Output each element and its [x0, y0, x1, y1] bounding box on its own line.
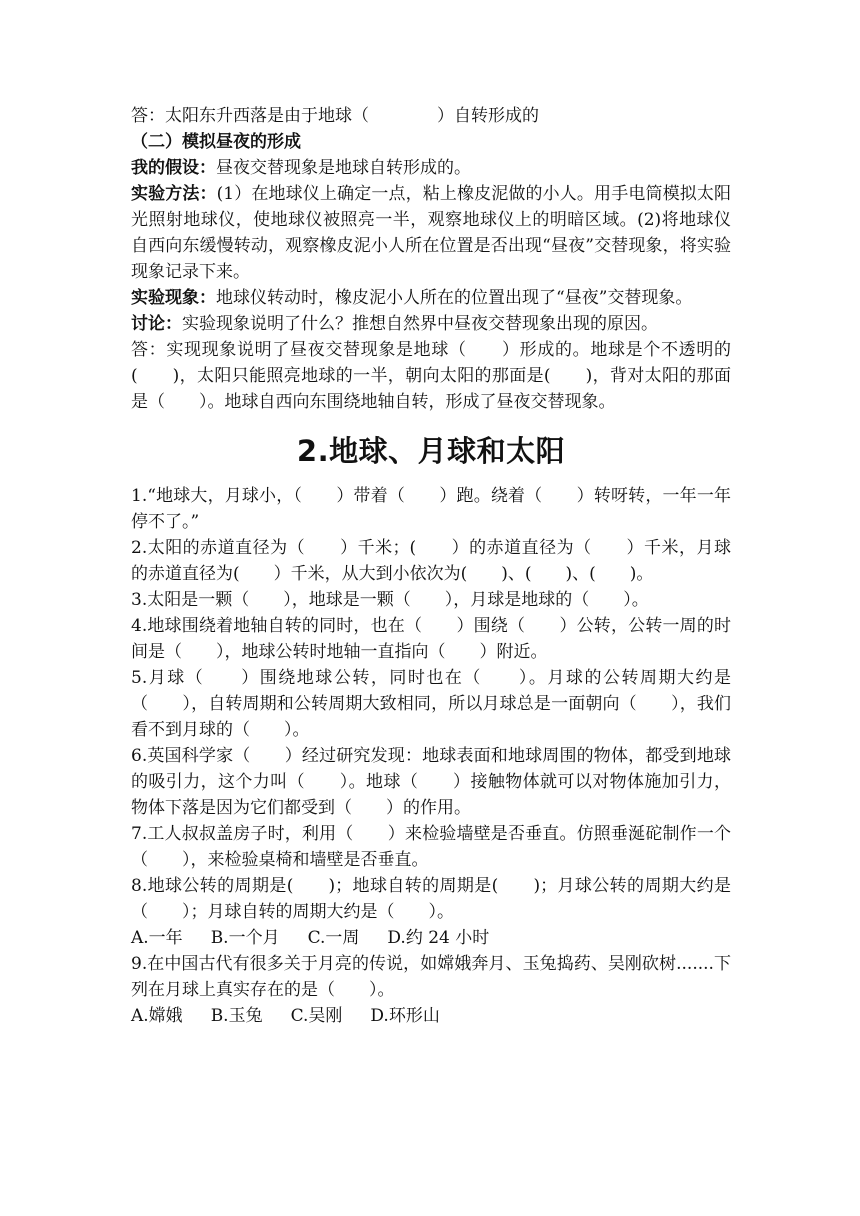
discussion-paragraph	[131, 311, 731, 337]
option-a: A.嫦娥	[131, 1006, 183, 1026]
phenomenon-paragraph	[131, 285, 731, 311]
question-5: 5.月球（ ）围绕地球公转，同时也在（ ）。月球的公转周期大约是（ ），自转周期和公转周期大致相同，所以月球总是一面朝向（ ），我们看不到月球的（ ）。	[131, 668, 731, 740]
question-1: 1.“地球大，月球小，（ ）带着（ ）跑。绕着（ ）转呀转，一年一年停不了。”	[131, 486, 731, 532]
option-b: B.一个月	[210, 928, 280, 948]
hypothesis-text: 昼夜交替现象是地球自转形成的。	[216, 158, 471, 178]
option-d: D.环形山	[370, 1006, 440, 1026]
section-heading: （二）模拟昼夜的形成	[131, 132, 301, 152]
question-8-options	[131, 925, 731, 951]
method-text: (1）在地球仪上确定一点，粘上橡皮泥做的小人。用手电筒模拟太阳光照射地球仪，使地球仪被照亮一半，观察地球仪上的明暗区域。(2)将地球仪自西向东缓慢转动，观察橡皮泥小人所在位置是否出现“昼夜”交替现象，将实验现象记录下来。	[131, 184, 731, 282]
discussion-label: 讨论：	[131, 314, 182, 334]
option-c: C.吴刚	[290, 1006, 343, 1026]
phenomenon-label: 实验现象：	[131, 288, 216, 308]
document-page	[131, 103, 731, 1029]
phenomenon-text: 地球仪转动时，橡皮泥小人所在的位置出现了“昼夜”交替现象。	[216, 288, 693, 308]
option-d: D.约 24 小时	[387, 928, 490, 948]
question-3: 3.太阳是一颗（ ），地球是一颗（ ），月球是地球的（ ）。	[131, 590, 649, 610]
hypothesis-paragraph	[131, 155, 731, 181]
answer-line: 答：太阳东升西落是由于地球（ ）自转形成的	[131, 106, 539, 126]
option-c: C.一周	[307, 928, 360, 948]
method-paragraph	[131, 181, 731, 285]
option-a: A.一年	[131, 928, 183, 948]
question-7: 7.工人叔叔盖房子时，利用（ ）来检验墙壁是否垂直。仿照垂涎砣制作一个（ ），来检验桌椅和墙壁是否垂直。	[131, 824, 731, 870]
question-4: 4.地球围绕着地轴自转的同时，也在（ ）围绕（ ）公转，公转一周的时间是（ ），地球公转时地轴一直指向（ ）附近。	[131, 616, 731, 662]
method-label: 实验方法：	[131, 184, 217, 204]
question-9: 9.在中国古代有很多关于月亮的传说，如嫦娥奔月、玉兔捣药、吴刚砍树.......下列在月球上真实存在的是（ ）。	[131, 954, 731, 1000]
question-8: 8.地球公转的周期是( )；地球自转的周期是( )；月球公转的周期大约是（ ）；月球自转的周期大约是（ ）。	[131, 876, 731, 922]
question-6: 6.英国科学家（ ）经过研究发现：地球表面和地球周围的物体，都受到地球的吸引力，这个力叫（ ）。地球（ ）接触物体就可以对物体施加引力，物体下落是因为它们都受到（ ）的作用。	[131, 746, 731, 818]
question-9-options	[131, 1003, 731, 1029]
discussion-text: 实验现象说明了什么？推想自然界中昼夜交替现象出现的原因。	[182, 314, 658, 334]
option-b: B.玉兔	[210, 1006, 263, 1026]
chapter-title: 2.地球、月球和太阳	[296, 434, 566, 468]
answer-paragraph: 答：实现现象说明了昼夜交替现象是地球（ ）形成的。地球是个不透明的( )，太阳只能照亮地球的一半，朝向太阳的那面是( )，背对太阳的那面是（ ）。地球自西向东围绕地轴自转，形成了昼夜交替现象。	[131, 340, 731, 412]
hypothesis-label: 我的假设：	[131, 158, 216, 178]
question-2: 2.太阳的赤道直径为（ ）千米；( ）的赤道直径为（ ）千米，月球的赤道直径为( ）千米，从大到小依次为( )、( )、( )。	[131, 538, 731, 584]
